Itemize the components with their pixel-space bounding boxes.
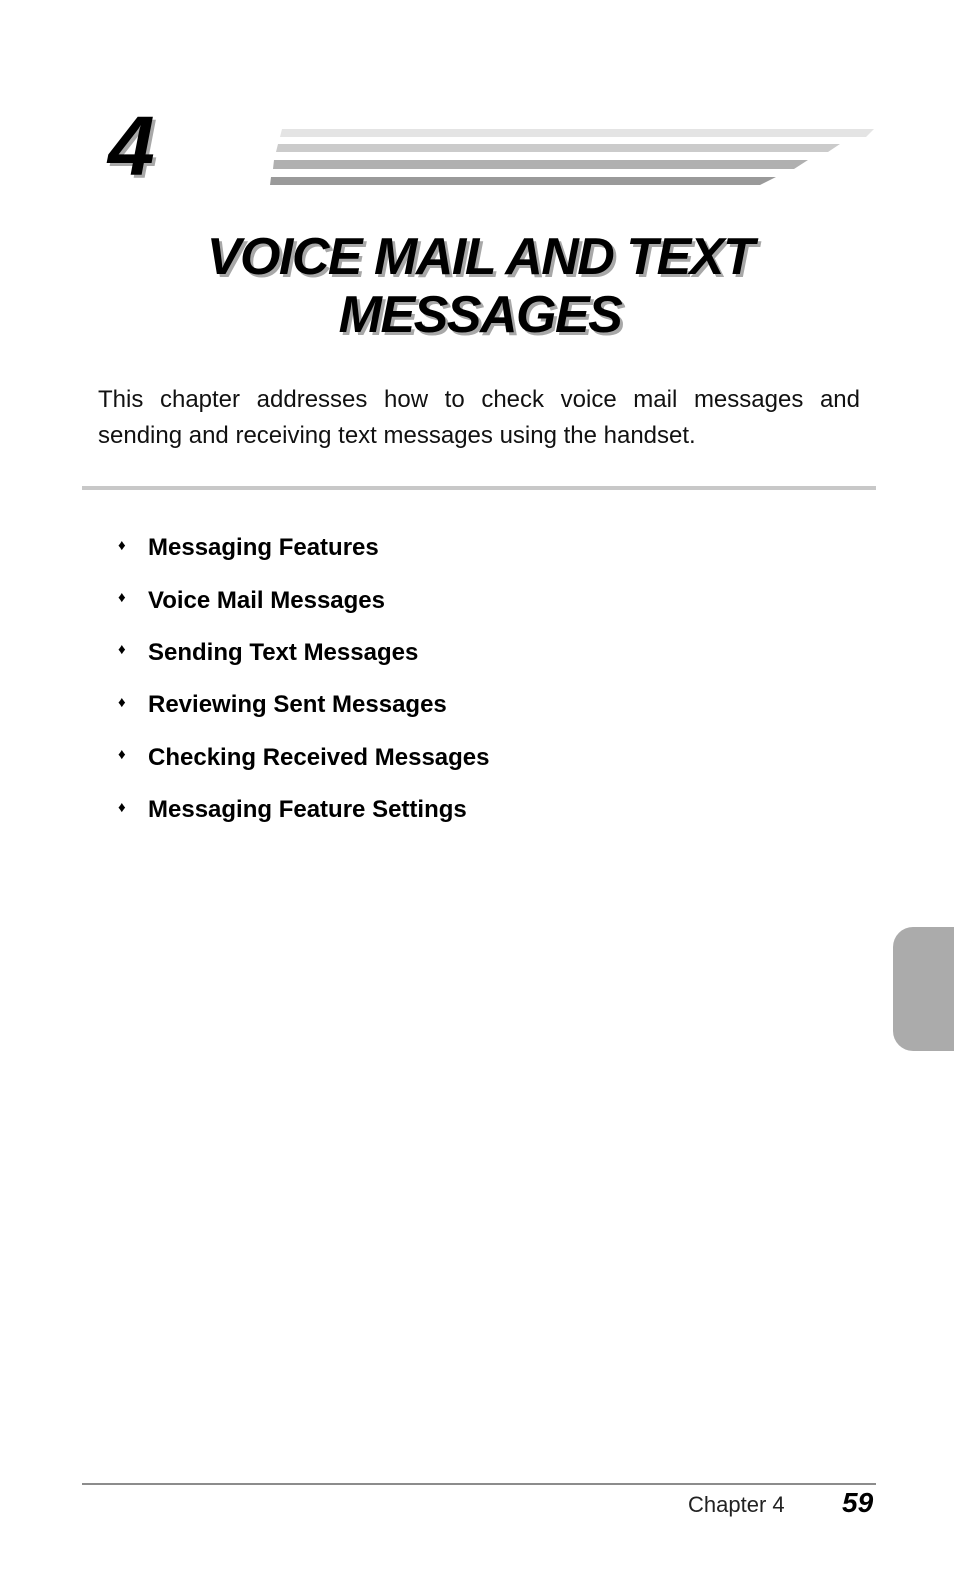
page-number: 59 — [842, 1487, 874, 1518]
diamond-bullet-icon: ♦ — [118, 746, 126, 764]
stripe-2 — [276, 144, 840, 152]
chapter-title — [80, 228, 880, 344]
diamond-bullet-icon: ♦ — [118, 589, 126, 607]
topic-item — [118, 784, 490, 836]
topic-label: Messaging Feature Settings — [148, 796, 467, 824]
chapter-intro: This chapter addresses how to check voice mail messages and sending and receiving text messages using the handset. — [98, 386, 860, 449]
diamond-bullet-icon: ♦ — [118, 798, 126, 816]
diamond-bullet-icon: ♦ — [118, 536, 126, 554]
topic-label: Sending Text Messages — [148, 638, 419, 666]
stripe-3 — [273, 160, 808, 169]
topic-item — [118, 522, 490, 574]
chapter-title-line-1: VOICE MAIL AND TEXT — [206, 228, 754, 286]
diamond-bullet-icon: ♦ — [118, 693, 126, 711]
topic-label: Reviewing Sent Messages — [148, 691, 447, 719]
topic-label: Voice Mail Messages — [148, 586, 385, 614]
diamond-bullet-icon: ♦ — [118, 641, 126, 659]
stripe-4 — [270, 177, 776, 185]
footer-chapter-label: Chapter 4 — [688, 1492, 785, 1517]
chapter-topic-list — [118, 522, 490, 836]
topic-item — [118, 627, 490, 679]
topic-label: Checking Received Messages — [148, 743, 490, 771]
chapter-thumb-tab — [893, 927, 954, 1051]
chapter-header-stripes — [270, 128, 880, 188]
stripe-1 — [280, 129, 874, 137]
topic-item — [118, 574, 490, 626]
chapter-number: 4 — [108, 99, 154, 193]
topic-label: Messaging Features — [148, 534, 379, 562]
chapter-title-line-2: MESSAGES — [338, 286, 622, 344]
footer-divider — [82, 1483, 876, 1485]
topic-item — [118, 679, 490, 731]
section-divider — [82, 486, 876, 490]
topic-item — [118, 732, 490, 784]
